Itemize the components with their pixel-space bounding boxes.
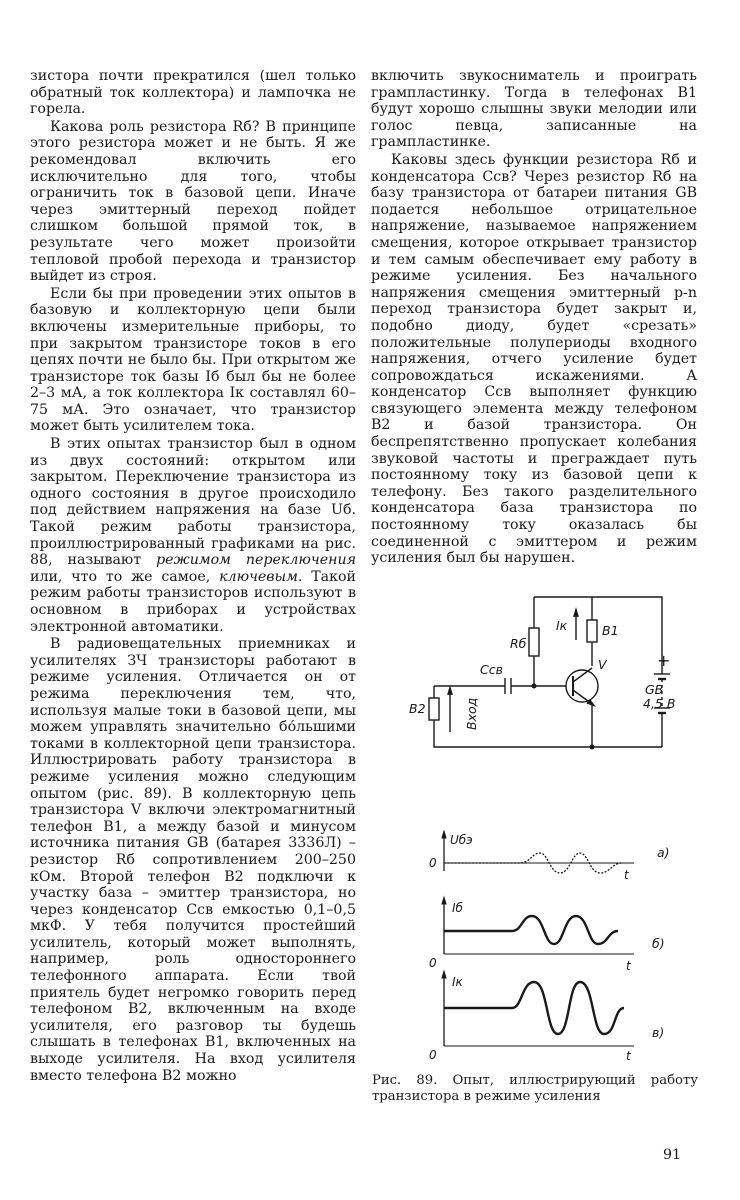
graph-a-zero: 0	[429, 856, 437, 870]
label-b2: B2	[409, 701, 426, 716]
page-number: 91	[663, 1147, 682, 1163]
graph-c-ylabel: Iк	[452, 975, 463, 989]
graph-b-tlabel: t	[626, 959, 631, 973]
caption-line: Рис. 89. Опыт, иллюстрирующий работу	[372, 1073, 698, 1088]
graph-c	[429, 974, 664, 1063]
label-input: Вход	[464, 697, 479, 730]
right-column	[371, 68, 697, 567]
graph-a-tlabel: t	[624, 868, 629, 882]
paragraph: В радиовещательных приемниках и усилителях ЗЧ транзисторы работают в режиме усиления. Отличается он от режима переключения тем, что, используя малые токи в базовой цепи, мы можем управлять значительно бо́льшими токами в коллекторной цепи транзистора. Иллюстрировать работу транзистора в режиме усиления можно следующим опытом (рис. 89). В коллекторную цепь транзистора V включи электромагнитный телефон B1, а между базой и минусом источника питания GB (батарея 3336Л) – резистор Rб сопротивлением 200–250 кОм. Второй телефон B2 подключи к участку база – эмиттер транзистора, но через конденсатор Cсв емкостью 0,1–0,5 мкФ. У тебя получится простейший усилитель, который может выполнять, например, роль одностороннего телефонного аппарата. Если твой приятель будет негромко говорить перед телефоном B2, включенным на входе усилителя, его разговор ты будешь слышать в телефонах B1, включенных на выходе усилителя. На вход усилителя вместо телефона B2 можно	[30, 636, 356, 1084]
label-voltage: 4,5 В	[643, 696, 676, 711]
emphasis-term: режимом переключения	[156, 552, 356, 569]
paragraph: Каковы здесь функции резистора Rб и конденсатора Cсв? Через резистор Rб на базу транзистора от батареи питания GB подается небольшое отрицательное напряжение, называемое напряжением смещения, которое открывает транзистор и тем самым обеспечивает ему работу в режиме усиления. Без начального напряжения смещения эмиттерный p-n переход транзистора будет закрыт и, подобно диоду, будет «срезать» положительные полупериоды входного напряжения, отчего усиление будет сопровождаться искажениями. А конденсатор Cсв выполняет функцию связующего элемента между телефоном B2 и базой транзистора. Он беспрепятственно пропускает колебания звуковой частоты и преграждает путь постоянному току из базовой цепи к телефону. Без такого разделительного конденсатора база транзистора по постоянному току оказалась бы соединенной с эмиттером и режим усиления был бы нарушен.	[371, 151, 697, 567]
graph-a	[429, 833, 670, 882]
graph-a-tag: а)	[657, 845, 670, 860]
resistor-rb	[529, 628, 539, 656]
text-run: В этих опытах транзистор был в одном из двух состояний: открытом или закрытом. Переключение транзистора из одного состояния в другое происходило под действием напряжения на базе Uб. Такой режим работы транзистора, проиллюстрированный графиками на рис. 88, называют	[30, 436, 356, 569]
label-ik: Iк	[556, 618, 568, 633]
junction-dot	[532, 684, 536, 688]
left-column	[30, 68, 356, 1084]
schematic-labels	[409, 618, 675, 730]
figure-89	[372, 582, 702, 1072]
top-wire	[534, 597, 662, 662]
caption-line: транзистора в режиме усиления	[372, 1088, 601, 1104]
label-b1: B1	[602, 623, 619, 638]
graph-c-tag: в)	[652, 1025, 665, 1040]
phone-b2-icon	[429, 698, 439, 720]
paragraph: зистора почти прекратился (шел только обратный ток коллектора) и лампочка не горела.	[30, 68, 356, 118]
graph-a-ylabel: Uбэ	[450, 833, 473, 847]
junction-dot	[590, 745, 594, 749]
label-gb: GB	[645, 682, 664, 697]
phone-b1-icon	[587, 620, 597, 642]
graph-c-signal	[444, 982, 624, 1034]
graph-b	[429, 900, 665, 973]
label-rb: Rб	[510, 636, 527, 651]
figure-caption	[372, 1073, 698, 1104]
paragraph	[30, 436, 356, 635]
capacitor-csv-icon	[505, 678, 511, 694]
paragraph: Какова роль резистора Rб? В принципе этого резистора может и не быть. Я же рекомендовал включить его исключительно для того, чтобы ограничить ток в базовой цепи. Иначе через эмиттерный переход пойдет слишком большой прямой ток, в результате чего может произойти тепловой пробой перехода и транзистор выйдет из строя.	[30, 118, 356, 285]
graph-c-zero: 0	[429, 1048, 437, 1062]
label-v: V	[598, 657, 607, 672]
figure-drawing	[372, 582, 702, 1072]
graph-c-tlabel: t	[626, 1049, 631, 1063]
paragraph: Если бы при проведении этих опытов в базовую и коллекторную цепи были включены измерительные приборы, то при закрытом транзисторе токов в его цепях почти не было бы. При открытом же транзисторе ток базы Iб был бы не более 2–3 мА, а ток коллектора Iк составлял 60–75 мА. Это означает, что транзистор может быть усилителем тока.	[30, 285, 356, 435]
text-run: или, что то же самое,	[30, 568, 220, 585]
graph-b-tag: б)	[652, 936, 665, 951]
emphasis-term: ключевым	[219, 568, 298, 585]
paragraph: включить звукосниматель и проиграть грампластинку. Тогда в телефонах B1 будут хорошо слышны звуки мелодии или голос певца, записанные на грампластинке.	[371, 68, 697, 151]
graph-b-signal	[444, 916, 618, 944]
label-csv: Cсв	[480, 662, 503, 677]
label-plus: +	[657, 651, 671, 670]
text-run: . Такой режим работы транзисторов используют в основном в приборах и устройствах электронной автоматики.	[30, 568, 356, 635]
graph-b-zero: 0	[429, 956, 437, 970]
graph-b-ylabel: Iб	[452, 901, 463, 915]
